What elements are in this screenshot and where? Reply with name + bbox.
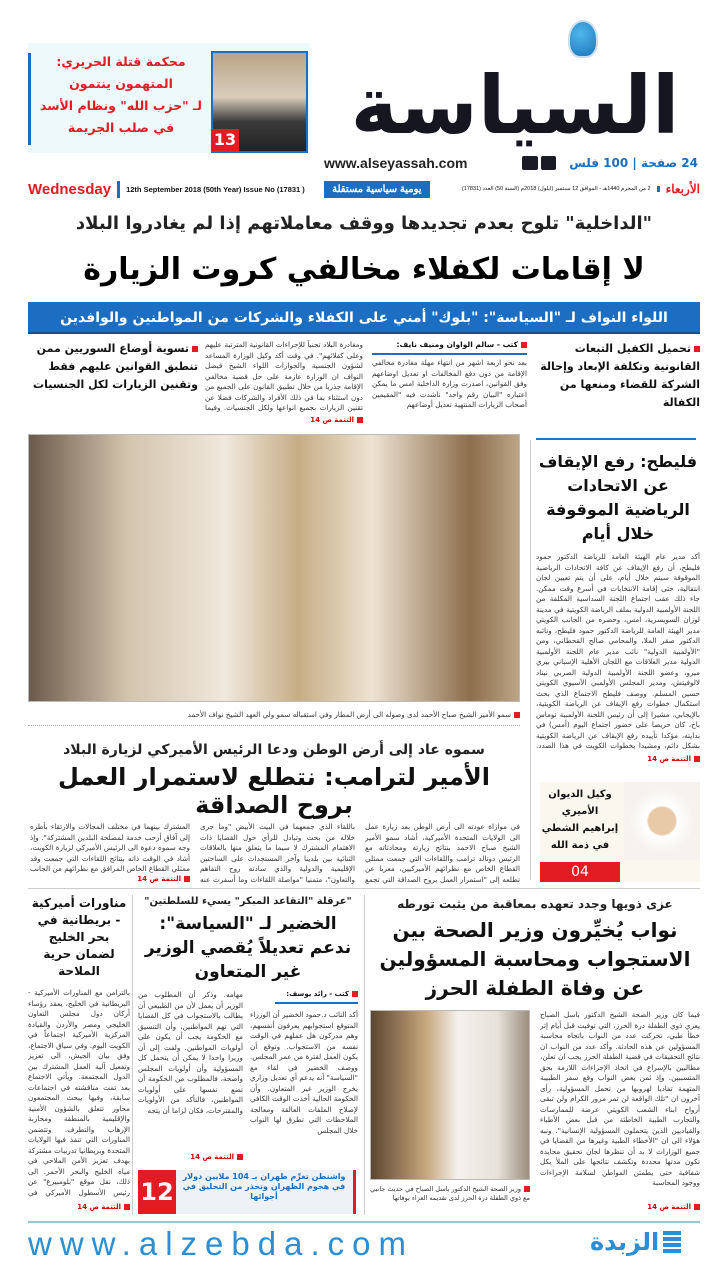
masthead-squares (522, 156, 556, 170)
date-arabic: 2 من المحرم 1440هـ - الموافق 12 سبتمبر (أيلول) 2018م (السنة 50) العدد (17831) (438, 186, 660, 192)
obituary-box[interactable] (540, 782, 700, 882)
promo-headline-2: المتهمون ينتمون (69, 76, 173, 91)
khudair-byline (275, 990, 358, 1004)
lead-continued[interactable] (205, 416, 363, 424)
amir-photo (28, 434, 520, 702)
health-caption-text: وزير الصحة الشيخ الدكتور باسل الصباح في حديث جانبي مع ذوي الطفلة درة الحرز لدى تقديمه العزاء بوفاتها (370, 1185, 530, 1202)
day-arabic: الأربعاء (665, 182, 700, 196)
divider (28, 888, 700, 889)
day-english: Wednesday (28, 181, 120, 198)
box-12-page: 12 (138, 1170, 176, 1214)
health-caption (370, 1185, 530, 1203)
continued-link[interactable]: التتمة ص 14 (647, 1203, 691, 1211)
menu-lines-icon (663, 1231, 681, 1253)
amir-headline: الأمير لترامب: نتطلع لاستمرار العمل بروح الصداقة (58, 763, 490, 819)
promo-headline-3: لـ "حزب الله" ونظام الأسد (39, 98, 202, 113)
promo-box[interactable] (28, 43, 310, 153)
date-bar (28, 178, 700, 200)
promo-headline-4: في صلب الجريمة (67, 120, 175, 135)
gulf-headline: مناورات أميركية - بريطانية في بحر الخليج لضمان حرية الملاحة (31, 896, 127, 978)
health-headline: نواب يُخيِّرون وزير الصحة بين الاستجواب ومحاسبة المسؤولين عن وفاة الطفلة الحرز (379, 918, 691, 1000)
promo-headline-1: محكمة قتلة الحريري: (56, 54, 186, 69)
lead-banner: اللواء النواف لـ "السياسة": "بلوك" أمني على الكفلاء والشركات من المواطنين والوافدين (28, 302, 700, 334)
lead-side-left-text: تسوية أوضاع السوريين ممن تنطبق القوانين عليهم فقط وتقنين الزيارات لكل الجنسيات (33, 342, 198, 391)
amir-col-2: باللقاء الذي جمعهما في البيت الأبيض "وما جرى خلاله من بحث وتبادل للرأي حول القضايا ذات الاهتمام المشترك لا سيما ما يتعلق منها بالعلاقات الثنائية بين بلدينا وآخر المستجدات على الساحتين الإقليمية والدولية والذي سادته روح التفاهم والتعاون"، متمنيا "مواصلة اللقاءات وما أسفرت عنه (200, 822, 355, 884)
lead-body-2: ومغادرة البلاد تجنباً للإجراءات القانونية المترتبة عليهم وعلى كفلائهم". في وقت أكد وكيل الوزارة المساعد لشؤون الجنسية والجوازات اللواء الشيخ فيصل النواف ان الوزارة عازمة على حل قضية مخالفي الإقامة جذريا من خلال تطبيق القانون على الجميع من دون استثناء بما في ذلك الأفراد والشركات فضلا عن تقنين الزيارات بجميع انواعها ولكل الجنسيات. وفيما (205, 340, 363, 412)
health-body: فيما كان وزير الصحة الشيخ الدكتور باسل الصباح يعزي ذوي الطفلة درة الحرز، التي توفيت قبل أيام إثر خطأ طبي، تحركت عدد من النواب باتجاه محاسبة المسؤولين عن هذه الحادثة. وأكد عدد من النواب ان نتائج التحقيقات في قضية الطفلة الحرز يجب ان تعلن، مطالبين بالإسراع في اتخاذ الإجراءات اللازمة بحق المتسببين. وإذ ثمن بعض النواب وقع سفر الطبيبة المتهمة تفاديا لهروبها من تحمل المسؤولية، رأى آخرون ان "تلك الواقعة لن تمر مرور الكرام ولن تبقى أرواح ابناء الشعب الكويتي عرضة للممارسات والتجارب الطبية الخاطئة من قبل بعض الأطباء والقياديين الذين يتحملون المسؤولية الإنسانية". ونبه هؤلاء الى ان "الأخطاء الطبية وغيرها من القضايا في جميع الوزارات لا بد أن تنظرها لجان تحقيق محايدة تكون مدتها محددة وتكشف نتائجها على الملأ بكل شفافية حتى يطمئن المواطن لسلامة الإجراءات ووجود المحاسبة (540, 1010, 700, 1187)
footer-logo (590, 1228, 681, 1256)
health-kicker: عزى ذويها وجدد تعهده بمعاقبة من يثبت تورطه (397, 897, 673, 911)
amir-kicker: سموه عاد إلى أرض الوطن ودعا الرئيس الأميركي لزيارة البلاد (63, 742, 485, 758)
amir-caption (28, 710, 520, 726)
sports-headline: فليطح: رفع الإيقاف عن الاتحادات الرياضية الموقوفة خلال أيام (538, 452, 698, 543)
lead-byline (372, 340, 527, 355)
lead-body-1: بعد نحو اربعة اشهر من انتهاء مهلة مغادرة مخالفي الإقامة من دون دفع المخالفات او تعديل اوضاعهم وفق القوانين، اصدرت وزارة الداخلية امس ما يمكن اعتباره "البيان رقم واحد" ناشدت فيه "المقيمين أصحاب الزيارات المنتهية تعديل أوضاعهم (372, 358, 527, 409)
date-english: 12th September 2018 (50th Year) Issue No (17831 ) (126, 184, 305, 194)
khudair-byline-text: كتب - رائد يوسف: (286, 990, 349, 998)
amir-continued[interactable] (30, 875, 190, 883)
promo-page-badge: 13 (211, 129, 239, 151)
box-12-line-2: في هجوم الظهران وتحذر من التحليق في أجوائها (182, 1182, 346, 1201)
health-photo (370, 1010, 530, 1180)
pages-price: 24 صفحة | 100 فلس (569, 156, 698, 170)
promo-accent (28, 53, 31, 145)
footer-logo-text: الزبدة (590, 1228, 660, 1256)
eagle-logo-icon (568, 20, 598, 58)
column-divider (364, 895, 365, 1215)
khudair-continued[interactable] (138, 1153, 243, 1161)
lead-kicker: "الداخلية" تلوح بعدم تجديدها ووقف معاملاتهم إذا لم يغادروا البلاد (75, 213, 653, 234)
column-divider (132, 895, 133, 1215)
obituary-photo (624, 782, 700, 860)
box-12-line-1: واشنطن تغرِّم طهران بـ 104 ملايين دولار (182, 1172, 346, 1181)
lead-headline: لا إقامات لكفلاء مخالفي كروت الزيارة (83, 252, 645, 287)
lead-side-right-text: تحميل الكفيل التبعات القانونية وتكلفة الإبعاد وإحالة الشركة للقضاء ومنعها من الكفالة (540, 342, 700, 409)
obituary-line-2: الأميري (561, 806, 599, 817)
tagline-badge: يومية سياسية مستقلة (324, 181, 429, 198)
lead-byline-text: كتب - سالم الواوان ومنيف نايف: (396, 340, 518, 349)
khudair-kicker: "عرقلة "التقاعد المبكر" يسيء للسلطتين" (144, 896, 352, 907)
footer-rule (28, 1221, 700, 1223)
continued-link[interactable]: التتمة ص 14 (190, 1153, 234, 1161)
khudair-col-1: أكد النائب د.حمود الخضير أن الوزراء المتوقع استجوابهم يعرفون أنفسهم، وهم مدركون هل عملهم في الوقت نفسه من الاستجواب. وتوقع أن يكون العمل لفترة من عمر المجلس. ووصف الخضير في لقاء مع "السياسة" أنه يدعم أي تعديل وزاري يخرج الوزير غير المتعاون. وأن الحكومة الحالية أخذت الوقت الكافي لإصلاح الملفات العالقة ومعالجة الملاحظات التي تطرق لها النواب خلال المجلس (250, 1010, 358, 1135)
khudair-col-2: مهامه. وذكر أن المطلوب من الوزير أن يعمل لأن من الطبيعي أن يطالب بالاستجواب في كل القضايا التي تهم المواطنين، وأن التنسيق مع الحكومة يجب أن يكون على أولويات المواطنين. ولفت إلى أن وزيرا واحدا لا يمكن أن يتحمل كل المسؤولية وأن أولويات المجلس واضحة، فالمطلوب من الحكومة أن تضع نفسها على أولويات المواطنين، فالتأكد من الأولويات والمقترحات، فكان لزاما أن يتجه (138, 990, 243, 1115)
sports-continued[interactable] (536, 755, 700, 763)
sports-body: أكد مدير عام الهيئة العامة للرياضة الدكتور حمود فليطح، أن رفع الإيقاف عن كافة الاتحادات الرياضية الموقوفة سيتم خلال أيام، على أن يتم تعيين لجان انتقالية، حتى إقامة الانتخابات في أسرع وقت ممكن. جاء ذلك عقب اجتماع اللجنة السداسية المكلفة من اللجنة الأولمبية الدولية بملف الرياضة الكويتية في مدينة لوزان السويسرية، امس، وحضره من الجانب الكويتي مدير الهيئة العامة للرياضة الدكتور حمود فليطح، ونائبه الدكتور صقر الملا، والمحامي صالح القحطاني، ومن "الأولمبية الدولية" نائب مدير عام اللجنة الأولمبية الدولية مدير العلاقات مع اللجان الأهلية الإسباني بيري ميرو، وعضو اللجنة الأولمبية الدولية الصربي نيناد لالوفيتش، ومدير المجلس الأولمبي الآسيوي الكويتي حسين المسلم. ووصف فليطح الاجتماع الذي بحث استكمال خطوات رفع الإيقاف عن الرياضة الكويتية، بالإيجابي، مشيرا إلى أن رئيس اللجنة الأولمبية توماس باخ، كان حريصا على حضور اجتماع اليوم (أمس) في بدايته، مؤكدا تأييده رفع الإيقاف عن الرياضة الكويتية بشكل دائم، ومشيدا بخطوات الكويت في هذا الصدد. (536, 552, 700, 750)
continued-link[interactable]: التتمة ص 14 (77, 1203, 121, 1211)
continued-link[interactable]: التتمة ص 14 (647, 755, 691, 763)
amir-col-1: في موازاة عودته الى أرض الوطن بعد زيارة عمل الى الولايات المتحدة الأميركية، أشاد سمو الأمير الشيخ صباح الاحمد بنتائج زيارته ومحادثاته مع الرئيس دونالد ترامب واللقاءات التي جمعت ممثلي القطاع الخاص مع نظرائهم الأميركيين، معربا عن تطلعه إلى "استمرار العمل بروح الصداقة التي تجمع (365, 822, 520, 884)
obituary-line-3: إبراهيم الشطي (541, 823, 619, 834)
footer-website[interactable]: www.alzebda.com (28, 1225, 414, 1262)
gulf-body: بالتزامن مع المناورات الأميركية - البريطانية في الخليج، يعقد رؤساء أركان دول مجلس التعاون الخليجي ومصر والأردن والقيادة المركزية الأميركية اجتماعاً في الكويت اليوم. وفي سياق الاجتماع، وفق بيان الجيش، الى تعزيز وتفعيل آلية العمل المشترك بين الدول المجتمعة. ويأتي الاجتماع بعد تمت مناقشته في اجتماعات سابقة، وفيها يبحث المجتمعون محاور تتعلق بالشؤون الأمنية والإقليمية بالمنطقة ومحاربة الإرهاب والتطرف. وتتضمن المناورات التي تنفذ فيها الولايات المتحدة وبريطانيا تدريبات مشتركة بهدف تعزيز الأمن الملاحي في مياه الخليج والبحر الأحمر. الى ذلك، نقل موقع "بلومبيرغ" عن رئيس الأسطول الأميركي في (28, 988, 130, 1197)
masthead-website[interactable]: www.alseyassah.com (324, 155, 468, 171)
continued-link[interactable]: التتمة ص 14 (310, 416, 354, 424)
lead-side-right (535, 340, 700, 412)
khudair-headline: الخضير لـ "السياسة": ندعم تعديلاً يُقصي الوزير غير المتعاون (144, 914, 352, 982)
obituary-line-1: وكيل الديوان (548, 789, 612, 800)
masthead-logo: السياسة (350, 59, 680, 152)
gulf-continued[interactable] (28, 1203, 130, 1211)
lead-side-left (28, 340, 198, 394)
divider (536, 438, 696, 440)
amir-caption-text: سمو الأمير الشيخ صباح الأحمد لدى وصوله الى أرض المطار وفي استقباله سمو ولي العهد الشيخ نواف الأحمد (187, 710, 511, 719)
obituary-line-4: في ذمة الله (550, 840, 610, 851)
health-continued[interactable] (540, 1203, 700, 1211)
box-12[interactable] (138, 1170, 356, 1214)
amir-col-3: المشترك بينهما في مختلف المجالات والارتقاء بأطره إلى آفاق أرحب خدمة لمصلحة البلدين المشتركة". وإذ وجه سموه دعوة الى الرئيس الأميركي لزيارة الكويت، أشاد في الوقت ذاته بنتائج اللقاءات التي جمعت وفد ممثلي القطاع الخاص المرافق مع نظرائهم من الجانب (30, 822, 190, 873)
obituary-page-badge: 04 (540, 862, 620, 882)
column-divider (530, 440, 531, 880)
continued-link[interactable]: التتمة ص 14 (137, 875, 181, 883)
